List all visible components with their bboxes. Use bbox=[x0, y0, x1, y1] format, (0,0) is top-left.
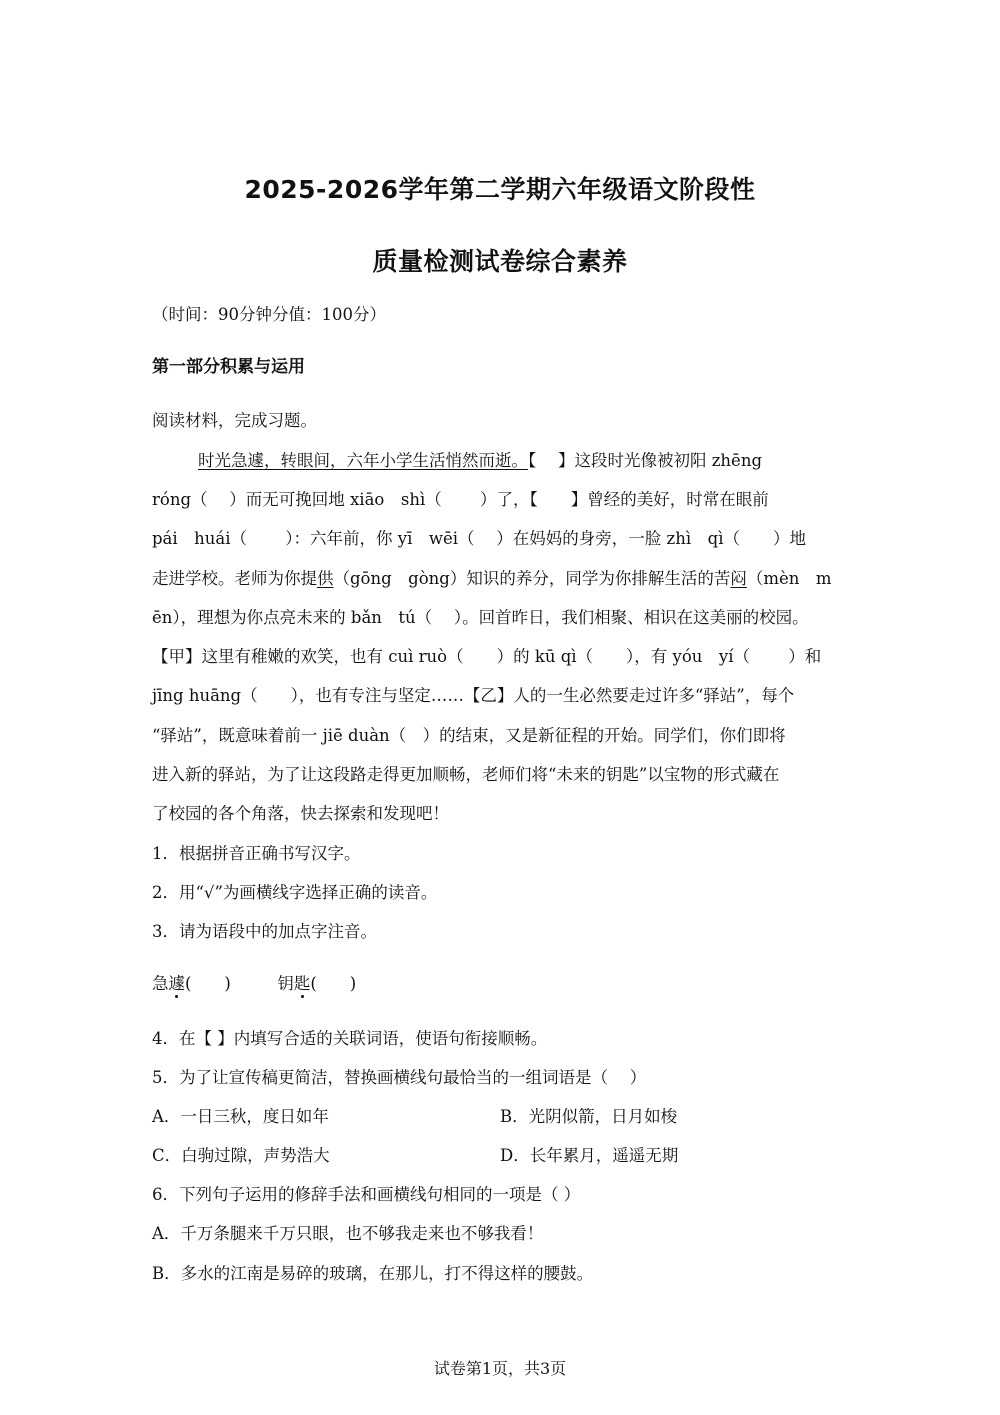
q5-options-row-2 bbox=[152, 1145, 852, 1167]
passage-line-9: 进入新的驿站，为了让这段路走得更加顺畅，老师们将“未来的钥匙”以宝物的形式藏在 bbox=[152, 765, 780, 784]
page-footer: 试卷第1页，共3页 bbox=[433, 1359, 567, 1378]
underlined-sentence: 时光急遽，转眼间，六年小学生活悄然而逝。 bbox=[198, 451, 528, 470]
question-1: 1．根据拼音正确书写汉字。 bbox=[152, 844, 361, 863]
passage-line-3: pái huái（ ）：六年前，你 yī wēi（ ）在妈妈的身旁，一脸 zhì qì（ ）地 bbox=[152, 529, 806, 548]
instruction: 阅读材料，完成习题。 bbox=[152, 411, 317, 430]
passage-line-5: ēn），理想为你点亮未来的 bǎn tú（ ）。回首昨日，我们相聚、相识在这美丽的校园。 bbox=[152, 608, 809, 627]
passage-text: 【 】这段时光像被初阳 zhēng bbox=[528, 451, 763, 470]
question-3: 3．请为语段中的加点字注音。 bbox=[152, 922, 377, 941]
answer-blank[interactable]: ( ) bbox=[185, 974, 231, 993]
q6-option-a[interactable]: A．千万条腿来千万只眼，也不够我走来也不够我看！ bbox=[152, 1224, 544, 1243]
question-6: 6．下列句子运用的修辞手法和画横线句相同的一项是（ ） bbox=[152, 1185, 581, 1204]
exam-title-line-1: 2025-2026学年第二学期六年级语文阶段性 bbox=[244, 175, 756, 204]
passage-line-4 bbox=[152, 568, 852, 590]
passage-line-2: róng（ ）而无可挽回地 xiāo shì（ ）了，【 】曾经的美好，时常在眼前 bbox=[152, 490, 769, 509]
q3-item-ji-ju bbox=[152, 974, 231, 993]
passage-line-6: 【甲】这里有稚嫩的欢笑，也有 cuì ruò（ ）的 kū qì（ ），有 yóu yí（ ）和 bbox=[152, 647, 822, 666]
question-5: 5．为了让宣传稿更简洁，替换画横线句最恰当的一组词语是（ ） bbox=[152, 1068, 647, 1087]
answer-blank[interactable]: ( ) bbox=[310, 974, 357, 993]
passage-line-7: jīng huāng（ ），也有专注与坚定……【乙】人的一生必然要走过许多“驿站”，每个 bbox=[152, 686, 795, 705]
q5-option-a[interactable]: A．一日三秋，度日如年 bbox=[152, 1107, 329, 1126]
q5-option-d[interactable]: D．长年累月，遥遥无期 bbox=[500, 1146, 679, 1165]
passage-line-10: 了校园的各个角落，快去探索和发现吧！ bbox=[152, 804, 449, 823]
q3-item-text: 急 bbox=[152, 974, 169, 993]
exam-info: （时间：90分钟分值：100分） bbox=[152, 305, 386, 324]
question-4: 4．在【 】内填写合适的关联词语，使语句衔接顺畅。 bbox=[152, 1029, 548, 1048]
question-2: 2．用“√”为画横线字选择正确的读音。 bbox=[152, 883, 438, 902]
passage-line-8: “驿站”，既意味着前一 jiē duàn（ ）的结束，又是新征程的开始。同学们，你们即将 bbox=[152, 726, 786, 745]
q5-option-c[interactable]: C．白驹过隙，声势浩大 bbox=[152, 1146, 330, 1165]
q6-option-b[interactable]: B．多水的江南是易碎的玻璃，在那儿，打不得这样的腰鼓。 bbox=[152, 1264, 594, 1283]
passage-text: （gōng gòng）知识的养分，同学为你排解生活的苦 bbox=[333, 569, 731, 588]
q5-option-b[interactable]: B．光阴似箭，日月如梭 bbox=[500, 1107, 678, 1126]
part1-heading: 第一部分积累与运用 bbox=[152, 357, 305, 377]
exam-title-line-2: 质量检测试卷综合素养 bbox=[372, 247, 628, 276]
dotted-char-ju: 遽 bbox=[168, 974, 185, 993]
passage-text: （mèn m bbox=[746, 569, 832, 588]
passage-text: 走进学校。老师为你提 bbox=[152, 569, 317, 588]
question-3-items bbox=[152, 973, 852, 995]
q3-item-yao-shi bbox=[277, 974, 356, 993]
q5-options-row-1 bbox=[152, 1106, 852, 1128]
passage-line-1 bbox=[152, 450, 852, 472]
dotted-char-shi: 匙 bbox=[293, 974, 311, 993]
underlined-char-men: 闷 bbox=[730, 569, 747, 588]
underlined-char-gong: 供 bbox=[317, 569, 334, 588]
q3-item-text: 钥 bbox=[277, 974, 294, 993]
